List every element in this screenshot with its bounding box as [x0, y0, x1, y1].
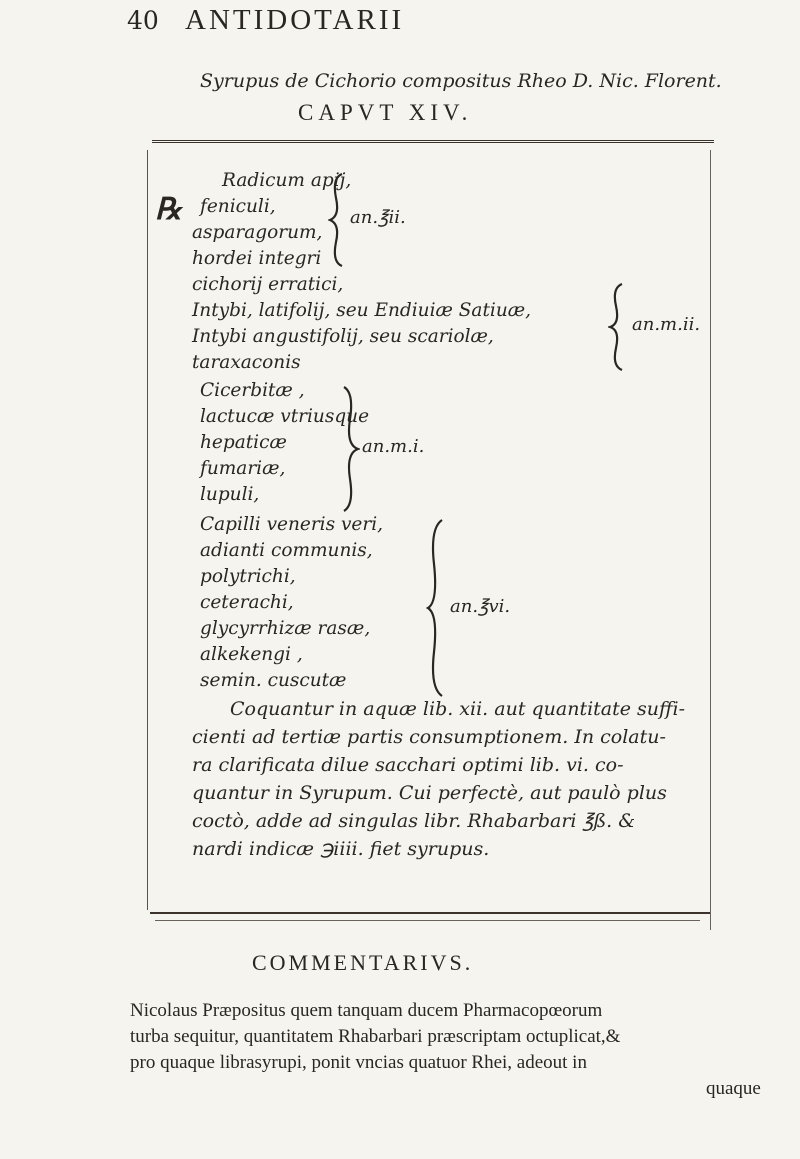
- catchword: quaque: [706, 1078, 761, 1099]
- brace-icon: [328, 172, 348, 268]
- instruction-line: coctò, adde ad singulas libr. Rhabarbari ℥ß. &: [192, 810, 636, 832]
- brace-icon: [608, 282, 628, 372]
- instruction-line: cienti ad tertiæ partis consumptionem. In colatu-: [192, 726, 666, 748]
- ingredient-line: polytrichi,: [200, 566, 296, 587]
- page-number: 40: [127, 6, 159, 35]
- box-rule-top: [152, 140, 714, 143]
- ingredient-line: asparagorum,: [192, 222, 323, 243]
- ingredient-line: lupuli,: [200, 484, 260, 505]
- ingredient-quantity: an.m.i.: [362, 436, 425, 457]
- commentary-line: Nicolaus Præpositus quem tanquam ducem Pharmacopœorum: [130, 1000, 603, 1021]
- box-rule-left: [147, 150, 148, 910]
- ingredient-line: Cicerbitæ ,: [200, 380, 305, 401]
- ingredient-line: Intybi angustifolij, seu scariolæ,: [192, 326, 494, 347]
- ingredient-line: ceterachi,: [200, 592, 294, 613]
- ingredient-line: adianti communis,: [200, 540, 373, 561]
- instruction-line: ra clarificata dilue sacchari optimi lib. vi. co-: [192, 754, 624, 776]
- recipe-symbol: ℞: [155, 192, 182, 227]
- ingredient-line: cichorij erratici,: [192, 274, 344, 295]
- instruction-line: quantur in Syrupum. Cui perfectè, aut paulò plus: [192, 782, 667, 804]
- brace-icon: [426, 518, 448, 698]
- ingredient-line: glycyrrhizæ rasæ,: [200, 618, 371, 639]
- ingredient-quantity: an.m.ii.: [632, 314, 701, 335]
- ingredient-line: feniculi,: [200, 196, 276, 217]
- ingredient-line: Capilli veneris veri,: [200, 514, 384, 535]
- instruction-line: nardi indicæ ℈iiii. fiet syrupus.: [192, 838, 490, 860]
- ingredient-line: fumariæ,: [200, 458, 286, 479]
- ingredient-quantity: an.℥vi.: [450, 596, 511, 617]
- ingredient-line: Radicum apij,: [222, 170, 352, 191]
- instruction-line: Coquantur in aquæ lib. xii. aut quantitate suffi-: [230, 698, 685, 720]
- ingredient-line: lactucæ vtriusque: [200, 406, 370, 427]
- ingredient-line: alkekengi ,: [200, 644, 303, 665]
- chapter-heading: CAPVT XIV.: [298, 100, 473, 125]
- box-rule-right: [710, 150, 711, 930]
- ingredient-line: semin. cuscutæ: [200, 670, 347, 691]
- ingredient-line: Intybi, latifolij, seu Endiuiæ Satiuæ,: [192, 300, 531, 321]
- brace-icon: [340, 385, 360, 513]
- commentary-line: turba sequitur, quantitatem Rhabarbari præscriptam octuplicat,&: [130, 1026, 621, 1047]
- commentary-heading: COMMENTARIVS.: [252, 950, 474, 975]
- ingredient-line: taraxaconis: [192, 352, 301, 373]
- ingredient-quantity: an.℥ii.: [350, 207, 406, 228]
- ingredient-line: hepaticæ: [200, 432, 287, 453]
- running-title: ANTIDOTARII: [185, 4, 405, 36]
- chapter-subtitle: Syrupus de Cichorio compositus Rheo D. Nic. Florent.: [200, 70, 722, 92]
- commentary-line: pro quaque librasyrupi, ponit vncias quatuor Rhei, adeout in: [130, 1052, 587, 1073]
- box-rule-bottom: [150, 912, 710, 914]
- box-rule-bottom-inner: [155, 920, 700, 921]
- ingredient-line: hordei integri: [192, 248, 322, 269]
